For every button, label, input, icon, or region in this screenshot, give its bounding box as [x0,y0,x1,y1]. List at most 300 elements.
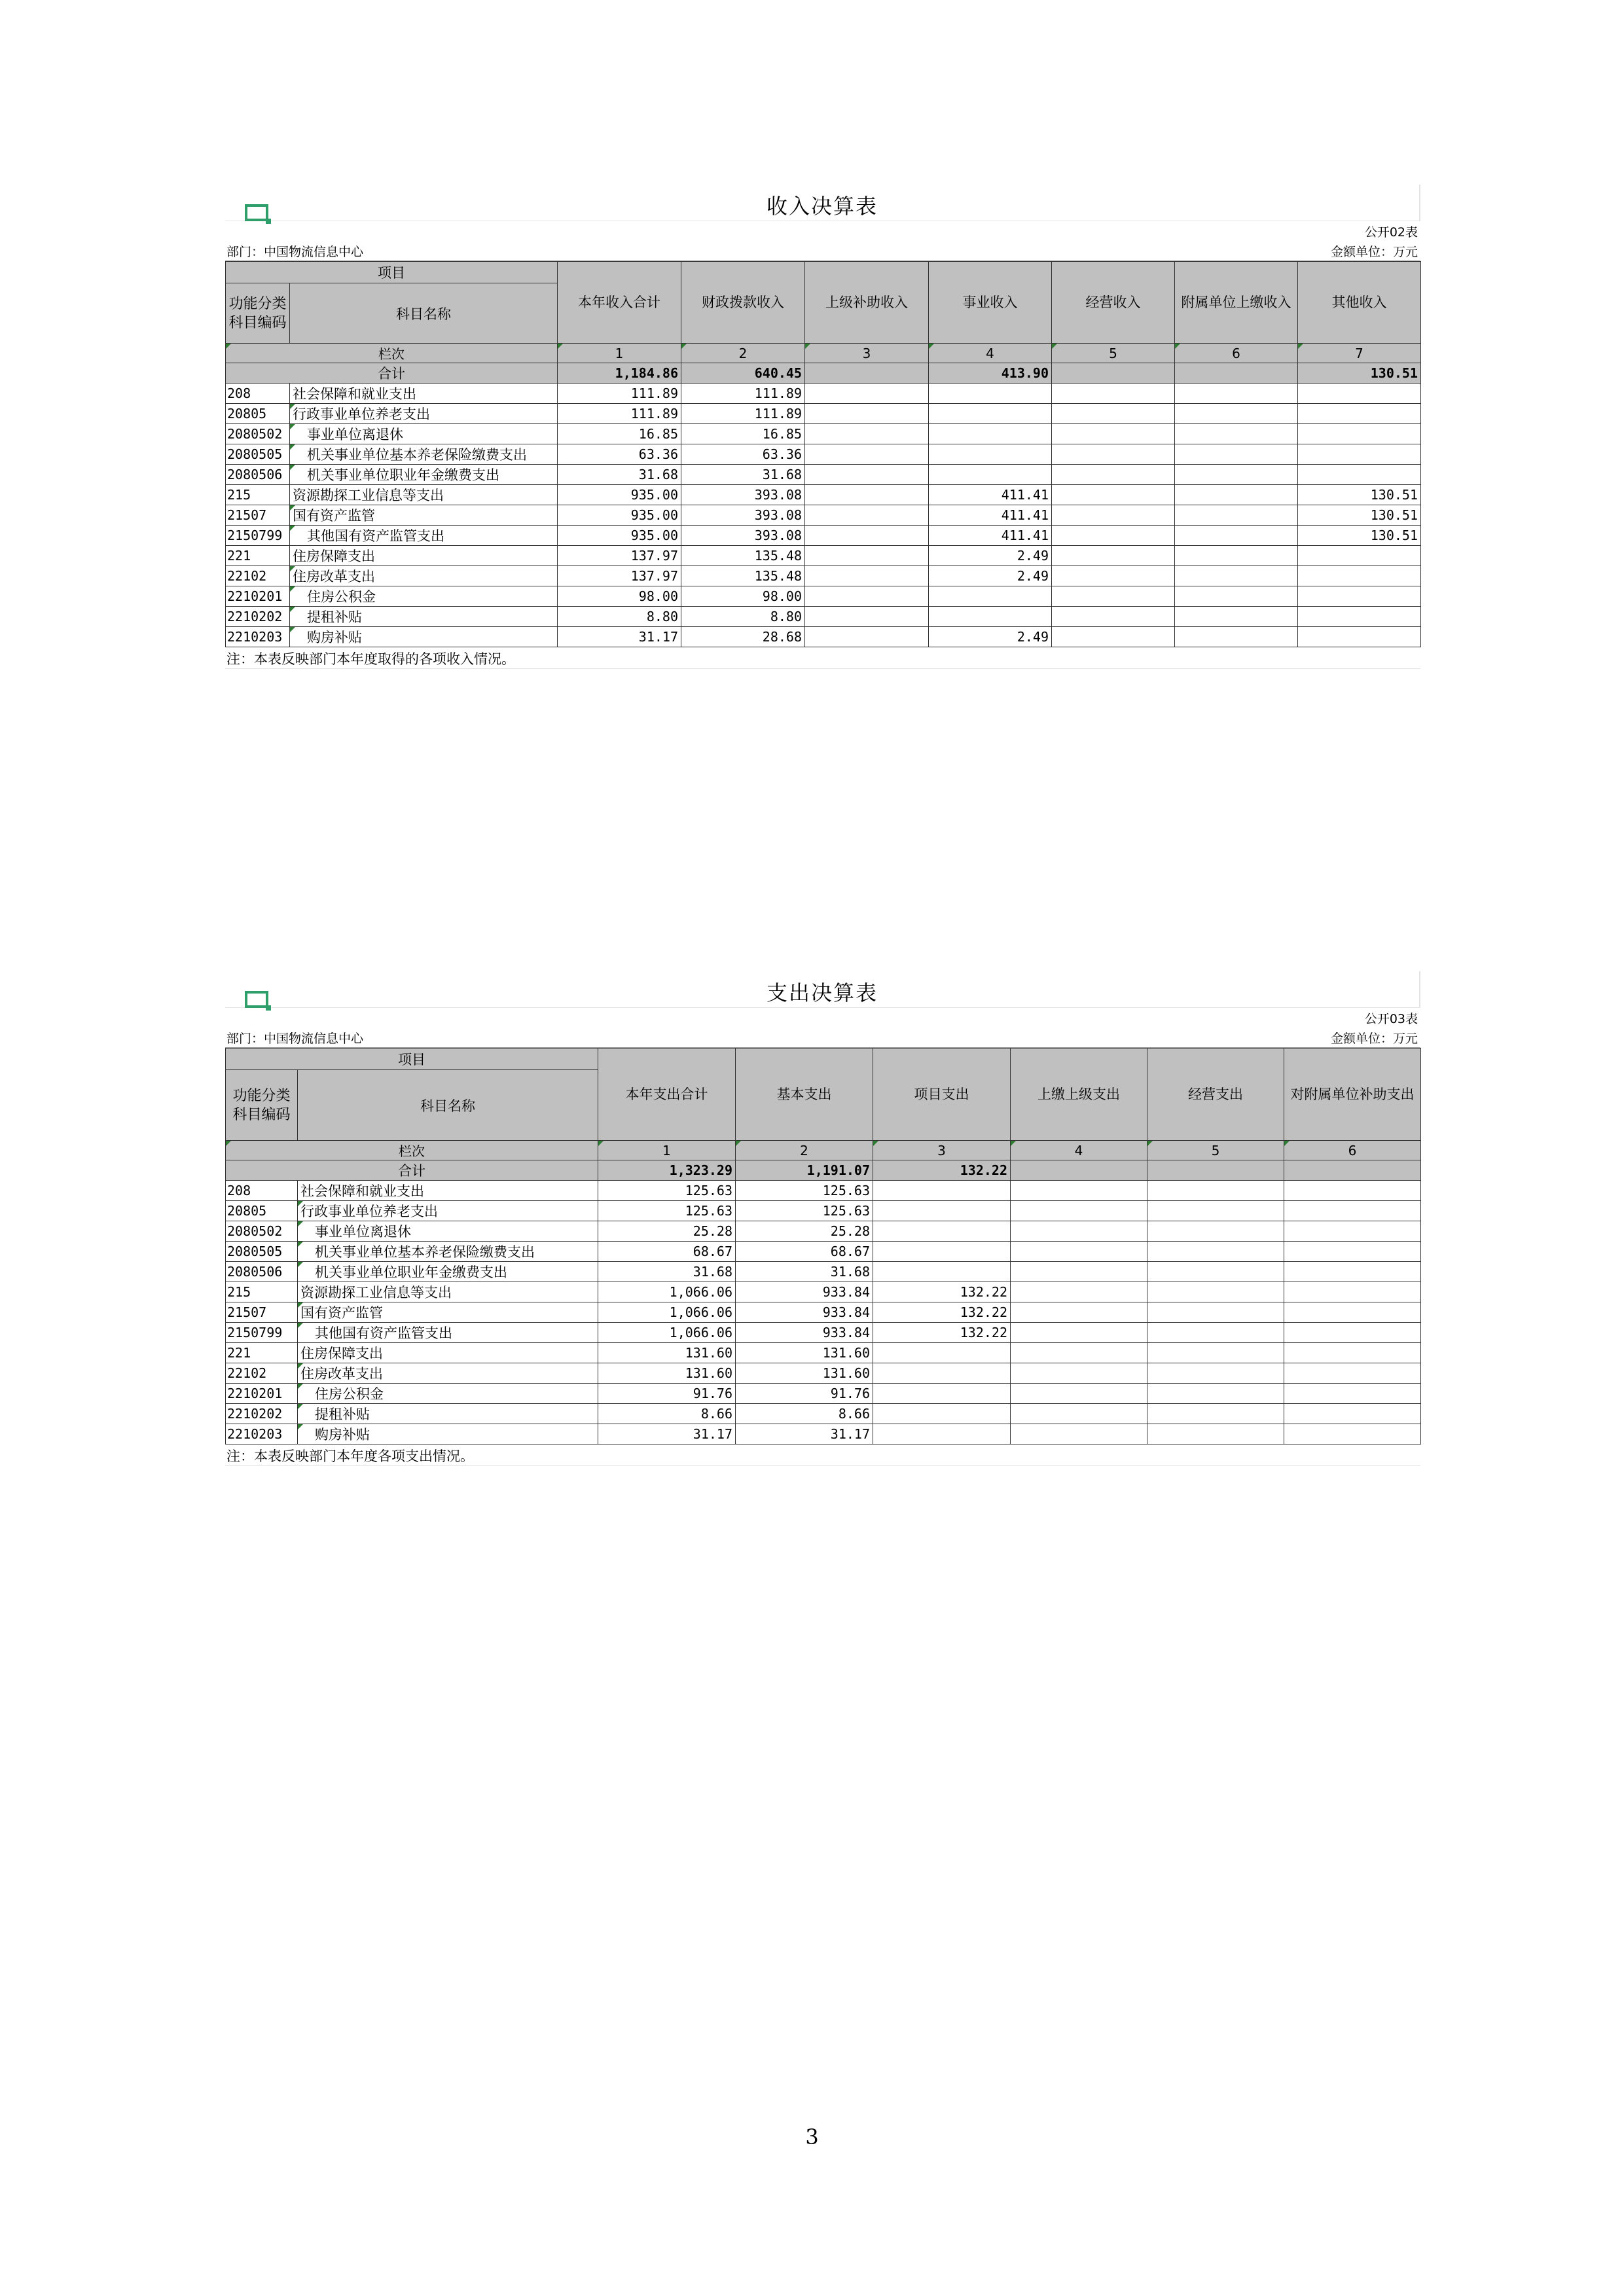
row-value [873,1384,1011,1404]
table-row [226,1343,1421,1363]
table-row [226,424,1421,444]
income-lanci-label: 栏次 [226,344,558,363]
row-code: 20805 [226,404,290,424]
row-value [805,424,929,444]
row-value [1011,1404,1147,1424]
table-row [226,1201,1421,1221]
row-value [1011,1384,1147,1404]
row-value [1284,1282,1421,1302]
row-value [1011,1242,1147,1262]
row-value: 8.80 [558,607,681,627]
row-value: 137.97 [558,546,681,566]
row-name: 住房公积金 [290,586,558,607]
row-value [873,1424,1011,1444]
income-col-header: 附属单位上缴收入 [1175,262,1298,344]
row-value: 393.08 [681,526,805,546]
row-value [873,1343,1011,1363]
row-code: 2150799 [226,1323,298,1343]
row-value [1298,444,1421,465]
income-form-no: 公开02表 [1364,225,1418,240]
row-value [929,586,1052,607]
income-note: 注：本表反映部门本年度取得的各项收入情况。 [226,651,515,667]
row-value: 130.51 [1298,526,1421,546]
income-lanci-cell: 7 [1298,344,1421,363]
row-value [873,1181,1011,1201]
row-value [1175,384,1298,404]
row-value: 411.41 [929,526,1052,546]
table-row [226,627,1421,647]
row-value: 935.00 [558,526,681,546]
row-name: 住房保障支出 [298,1343,598,1363]
expense-department: 部门：中国物流信息中心 [226,1031,364,1046]
row-value [1284,1404,1421,1424]
table-row [226,546,1421,566]
expense-col-header: 本年支出合计 [598,1049,736,1141]
income-header-name: 科目名称 [290,283,558,344]
table-row [226,1262,1421,1282]
income-title-row [225,185,1420,221]
row-value [805,404,929,424]
income-total-cell: 130.51 [1298,363,1421,384]
row-value [1052,546,1175,566]
income-lanci-cell: 5 [1052,344,1175,363]
row-value [1298,546,1421,566]
expense-col-header: 经营支出 [1147,1049,1284,1141]
row-code: 2210202 [226,607,290,627]
expense-total-cell [1147,1160,1284,1181]
row-value: 111.89 [558,404,681,424]
income-lanci-cell: 1 [558,344,681,363]
income-lanci-cell: 6 [1175,344,1298,363]
row-value [1175,465,1298,485]
row-code: 215 [226,485,290,505]
row-code: 2080502 [226,424,290,444]
row-value: 111.89 [558,384,681,404]
row-name: 其他国有资产监管支出 [298,1323,598,1343]
expense-title: 支出决算表 [766,980,878,1005]
row-value [1052,465,1175,485]
expense-lanci-cell: 5 [1147,1141,1284,1160]
row-value [1147,1221,1284,1242]
income-lanci-cell: 4 [929,344,1052,363]
row-value: 63.36 [558,444,681,465]
row-value: 111.89 [681,404,805,424]
row-value [1175,546,1298,566]
row-code: 2080505 [226,444,290,465]
income-total-cell [1052,363,1175,384]
row-value: 131.60 [598,1363,736,1384]
expense-lanci-cell: 3 [873,1141,1011,1160]
row-value: 31.17 [736,1424,873,1444]
expense-total-cell: 1,323.29 [598,1160,736,1181]
row-value: 1,066.06 [598,1302,736,1323]
row-value [1298,424,1421,444]
row-name: 社会保障和就业支出 [290,384,558,404]
row-name: 购房补贴 [298,1424,598,1444]
row-value [1175,566,1298,586]
row-value: 28.68 [681,627,805,647]
row-value [1175,404,1298,424]
row-code: 2080506 [226,1262,298,1282]
row-value: 31.17 [598,1424,736,1444]
row-value: 91.76 [736,1384,873,1404]
row-value [805,505,929,526]
expense-total-cell [1284,1160,1421,1181]
expense-header-code: 功能分类科目编码 [226,1070,298,1141]
table-row [226,607,1421,627]
row-value [1052,607,1175,627]
row-value: 63.36 [681,444,805,465]
row-value [929,424,1052,444]
row-value [1147,1302,1284,1323]
row-value: 91.76 [598,1384,736,1404]
row-value [1298,627,1421,647]
row-value [1284,1363,1421,1384]
row-value: 131.60 [598,1343,736,1363]
cell-cursor-icon [245,204,268,221]
row-value [1175,586,1298,607]
row-code: 22102 [226,566,290,586]
table-row [226,586,1421,607]
income-unit: 金额单位：万元 [1330,245,1418,259]
row-value [1298,566,1421,586]
table-row [226,1384,1421,1404]
row-value: 31.68 [558,465,681,485]
row-value: 2.49 [929,566,1052,586]
table-row [226,1424,1421,1444]
row-value [1011,1282,1147,1302]
row-code: 20805 [226,1201,298,1221]
row-code: 2210203 [226,1424,298,1444]
expense-col-header: 基本支出 [736,1049,873,1141]
row-name: 住房公积金 [298,1384,598,1404]
row-value [1284,1242,1421,1262]
row-value: 98.00 [681,586,805,607]
row-value [1052,505,1175,526]
row-value: 31.68 [736,1262,873,1282]
row-value: 137.97 [558,566,681,586]
expense-col-header: 项目支出 [873,1049,1011,1141]
row-value: 2.49 [929,546,1052,566]
row-value [805,444,929,465]
row-value [1175,505,1298,526]
row-value [929,444,1052,465]
cell-cursor-icon [245,991,268,1008]
row-value [1298,586,1421,607]
income-note-row [225,647,1420,669]
row-name: 行政事业单位养老支出 [290,404,558,424]
table-row [226,384,1421,404]
row-name: 事业单位离退休 [290,424,558,444]
row-value [1011,1363,1147,1384]
row-value [1052,586,1175,607]
row-value [805,627,929,647]
row-code: 208 [226,1181,298,1201]
income-lanci-cell: 2 [681,344,805,363]
row-value: 31.68 [598,1262,736,1282]
row-value: 125.63 [598,1181,736,1201]
row-value [1175,627,1298,647]
row-value [1052,627,1175,647]
row-value [805,465,929,485]
row-value: 393.08 [681,485,805,505]
row-value: 31.17 [558,627,681,647]
row-value [1147,1343,1284,1363]
row-value: 130.51 [1298,505,1421,526]
row-name: 国有资产监管 [290,505,558,526]
row-name: 提租补贴 [298,1404,598,1424]
income-header-code: 功能分类科目编码 [226,283,290,344]
row-name: 资源勘探工业信息等支出 [290,485,558,505]
income-total-cell: 413.90 [929,363,1052,384]
expense-total-cell: 132.22 [873,1160,1011,1181]
row-name: 机关事业单位基本养老保险缴费支出 [290,444,558,465]
row-value [929,384,1052,404]
expense-form-row [225,1008,1420,1028]
row-code: 221 [226,546,290,566]
row-value: 68.67 [598,1242,736,1262]
income-col-header: 上级补助收入 [805,262,929,344]
row-value [873,1221,1011,1242]
table-row [226,465,1421,485]
row-value [1284,1221,1421,1242]
row-value: 16.85 [558,424,681,444]
expense-meta-row [225,1028,1420,1048]
row-value: 125.63 [736,1181,873,1201]
row-code: 2080502 [226,1221,298,1242]
row-value [1175,444,1298,465]
row-value: 933.84 [736,1323,873,1343]
expense-note-row [225,1444,1420,1466]
expense-total-cell: 1,191.07 [736,1160,873,1181]
row-value: 31.68 [681,465,805,485]
row-value [1298,465,1421,485]
expense-lanci-cell: 1 [598,1141,736,1160]
row-value [1147,1201,1284,1221]
row-value: 131.60 [736,1363,873,1384]
row-code: 2080506 [226,465,290,485]
income-sheet [225,185,1420,669]
table-row [226,1221,1421,1242]
table-row [226,444,1421,465]
row-value [1175,526,1298,546]
row-value [1052,384,1175,404]
row-value [1011,1221,1147,1242]
row-value: 935.00 [558,505,681,526]
row-name: 国有资产监管 [298,1302,598,1323]
row-code: 215 [226,1282,298,1302]
row-name: 机关事业单位职业年金缴费支出 [298,1262,598,1282]
row-value [929,404,1052,424]
row-value [1298,404,1421,424]
row-name: 其他国有资产监管支出 [290,526,558,546]
table-row [226,485,1421,505]
row-value: 1,066.06 [598,1323,736,1343]
row-value [1147,1384,1284,1404]
row-value [873,1404,1011,1424]
row-code: 21507 [226,505,290,526]
table-row [226,1404,1421,1424]
table-row [226,1302,1421,1323]
page-number: 3 [805,2125,819,2149]
row-code: 208 [226,384,290,404]
row-name: 事业单位离退休 [298,1221,598,1242]
row-value [873,1201,1011,1221]
income-total-cell: 1,184.86 [558,363,681,384]
row-value [1011,1343,1147,1363]
income-lanci-cell: 3 [805,344,929,363]
row-value: 131.60 [736,1343,873,1363]
row-value [1147,1242,1284,1262]
row-value [805,546,929,566]
row-value [1052,444,1175,465]
table-row [226,1323,1421,1343]
row-name: 购房补贴 [290,627,558,647]
row-code: 221 [226,1343,298,1363]
row-value [805,566,929,586]
row-value: 68.67 [736,1242,873,1262]
table-row [226,505,1421,526]
income-total-cell [1175,363,1298,384]
row-value [1011,1424,1147,1444]
row-value [1147,1181,1284,1201]
row-value [1284,1201,1421,1221]
expense-title-row [225,971,1420,1008]
row-value: 25.28 [598,1221,736,1242]
expense-col-header: 上缴上级支出 [1011,1049,1147,1141]
table-row [226,404,1421,424]
row-code: 21507 [226,1302,298,1323]
table-row [226,566,1421,586]
row-value [1147,1262,1284,1282]
row-value: 125.63 [598,1201,736,1221]
income-department: 部门：中国物流信息中心 [226,245,364,259]
income-col-header: 事业收入 [929,262,1052,344]
table-row [226,1242,1421,1262]
row-value [1147,1282,1284,1302]
row-value [929,607,1052,627]
row-value: 132.22 [873,1302,1011,1323]
income-col-header: 经营收入 [1052,262,1175,344]
row-value [805,586,929,607]
row-value [1052,404,1175,424]
row-value [1147,1363,1284,1384]
row-value: 8.80 [681,607,805,627]
row-value [1147,1323,1284,1343]
row-value [1175,485,1298,505]
income-header-project: 项目 [226,262,558,283]
row-value [873,1242,1011,1262]
row-value [1052,566,1175,586]
row-value [805,485,929,505]
row-value [1298,607,1421,627]
row-value [805,607,929,627]
row-value: 135.48 [681,546,805,566]
row-value: 125.63 [736,1201,873,1221]
row-value [1052,424,1175,444]
row-value: 135.48 [681,566,805,586]
row-code: 2210202 [226,1404,298,1424]
row-value [1284,1384,1421,1404]
row-value [873,1363,1011,1384]
row-code: 2210201 [226,586,290,607]
row-value [1298,384,1421,404]
income-col-header: 财政拨款收入 [681,262,805,344]
row-value: 16.85 [681,424,805,444]
row-value [1011,1181,1147,1201]
income-form-row [225,221,1420,241]
row-value [1284,1424,1421,1444]
row-value [1011,1323,1147,1343]
row-value [1052,526,1175,546]
row-value: 411.41 [929,485,1052,505]
row-value: 411.41 [929,505,1052,526]
row-value: 132.22 [873,1323,1011,1343]
row-code: 2150799 [226,526,290,546]
expense-sheet [225,971,1420,1466]
row-value [1147,1404,1284,1424]
row-value [1284,1343,1421,1363]
row-value [1284,1323,1421,1343]
row-value [1175,424,1298,444]
table-row [226,1181,1421,1201]
table-row [226,1282,1421,1302]
row-value [873,1262,1011,1282]
income-title: 收入决算表 [766,194,878,219]
row-value [805,384,929,404]
row-value [1052,485,1175,505]
row-value [1011,1201,1147,1221]
expense-lanci-cell: 2 [736,1141,873,1160]
row-value [929,465,1052,485]
row-value [1147,1424,1284,1444]
row-value: 98.00 [558,586,681,607]
row-name: 住房保障支出 [290,546,558,566]
expense-header-name: 科目名称 [298,1070,598,1141]
income-meta-row [225,241,1420,261]
row-value: 1,066.06 [598,1282,736,1302]
row-value: 132.22 [873,1282,1011,1302]
expense-total-label: 合计 [226,1160,598,1181]
row-value: 25.28 [736,1221,873,1242]
row-value: 933.84 [736,1302,873,1323]
row-value [1284,1262,1421,1282]
row-value: 933.84 [736,1282,873,1302]
row-code: 2210201 [226,1384,298,1404]
row-value: 8.66 [736,1404,873,1424]
income-total-cell: 640.45 [681,363,805,384]
expense-col-header: 对附属单位补助支出 [1284,1049,1421,1141]
table-row [226,526,1421,546]
row-value: 935.00 [558,485,681,505]
expense-lanci-cell: 4 [1011,1141,1147,1160]
row-name: 资源勘探工业信息等支出 [298,1282,598,1302]
row-value [1175,607,1298,627]
income-col-header: 本年收入合计 [558,262,681,344]
row-name: 提租补贴 [290,607,558,627]
income-table [225,261,1421,647]
expense-form-no: 公开03表 [1364,1012,1418,1026]
row-name: 行政事业单位养老支出 [298,1201,598,1221]
row-name: 机关事业单位职业年金缴费支出 [290,465,558,485]
row-name: 住房改革支出 [298,1363,598,1384]
row-name: 机关事业单位基本养老保险缴费支出 [298,1242,598,1262]
row-value: 8.66 [598,1404,736,1424]
row-value: 130.51 [1298,485,1421,505]
row-value [1284,1302,1421,1323]
row-value: 2.49 [929,627,1052,647]
row-name: 住房改革支出 [290,566,558,586]
